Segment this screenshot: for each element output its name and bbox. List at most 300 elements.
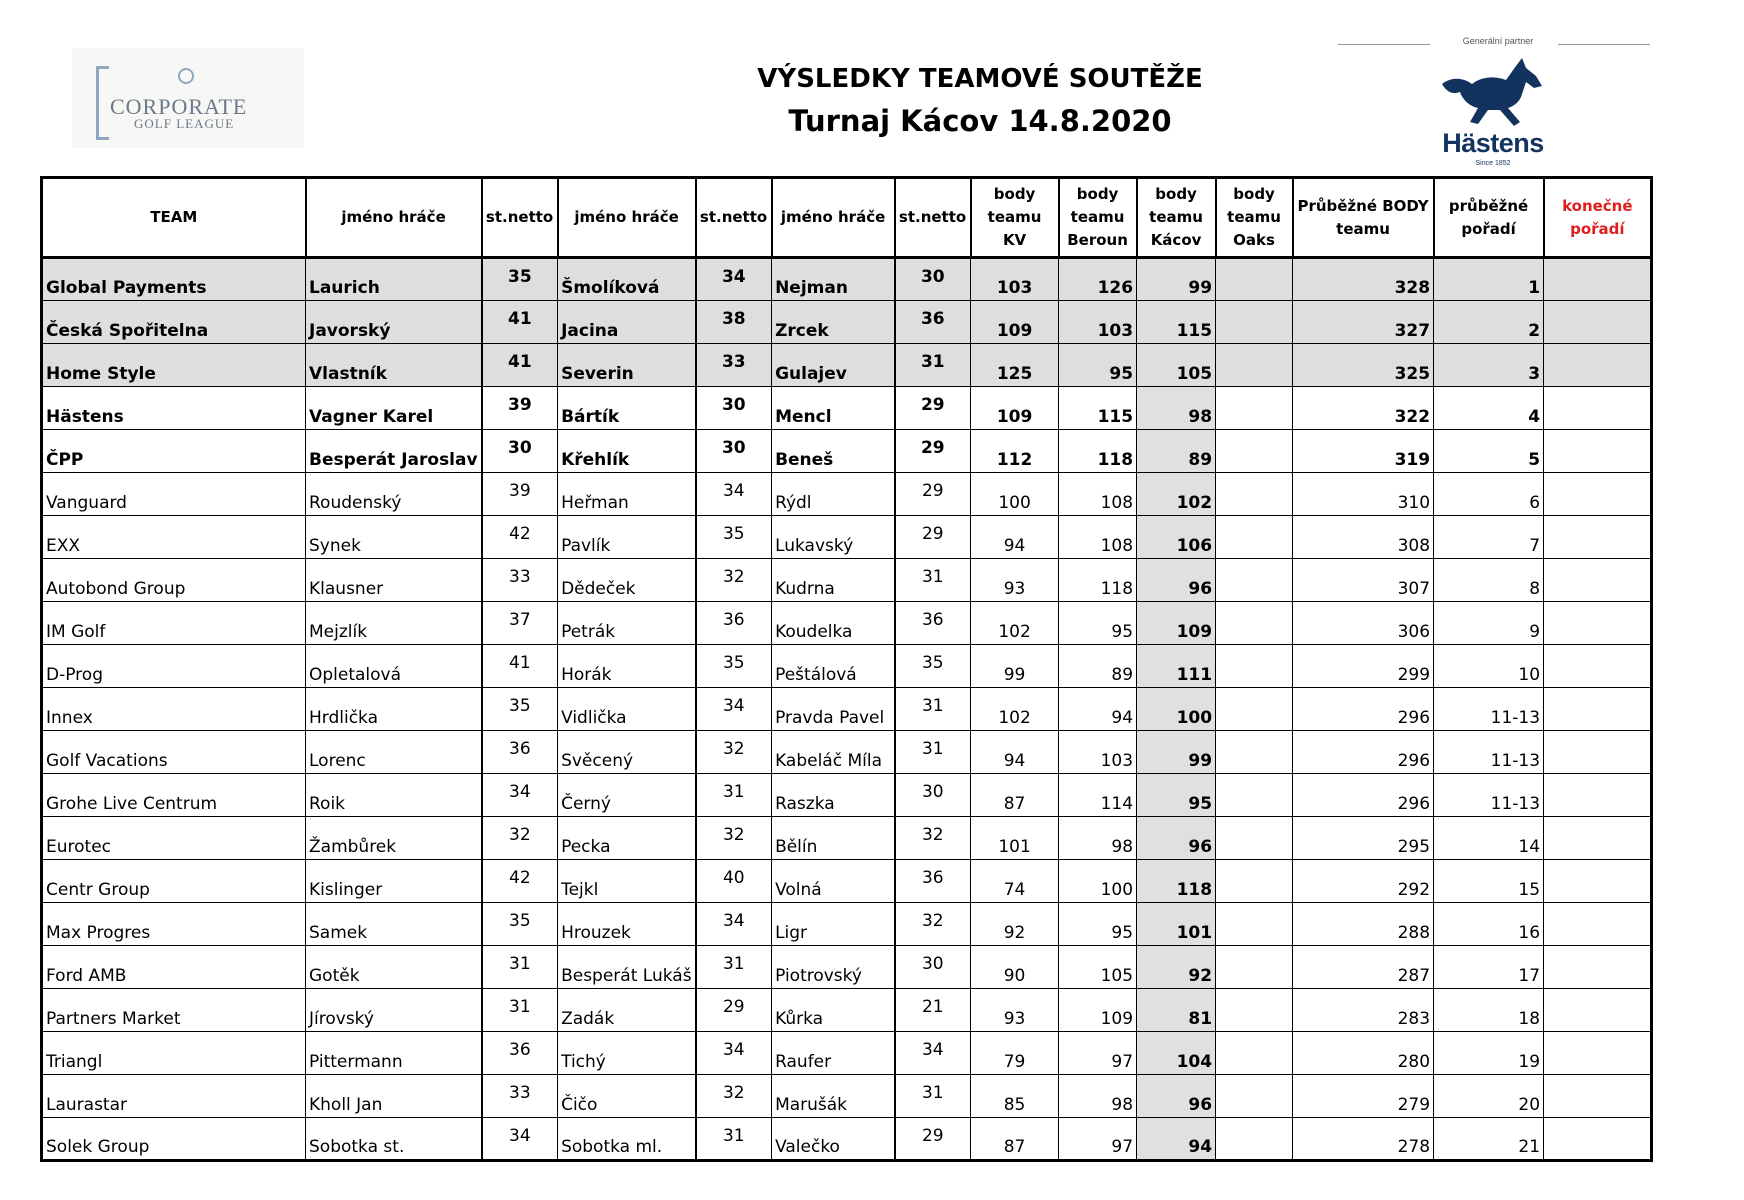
st-netto: 31 — [696, 946, 772, 989]
final-rank — [1544, 1118, 1652, 1161]
st-netto: 41 — [482, 645, 558, 688]
table-row — [42, 946, 1652, 989]
body-kv: 99 — [971, 645, 1059, 688]
body-kv: 102 — [971, 688, 1059, 731]
total-points: 308 — [1293, 516, 1434, 559]
current-rank: 11-13 — [1434, 731, 1544, 774]
player-name: Sobotka ml. — [558, 1118, 696, 1161]
team-name: Max Progres — [42, 903, 306, 946]
final-rank — [1544, 516, 1652, 559]
total-points: 288 — [1293, 903, 1434, 946]
st-netto: 33 — [482, 1075, 558, 1118]
player-name: Čičo — [558, 1075, 696, 1118]
final-rank — [1544, 301, 1652, 344]
body-kacov: 118 — [1137, 860, 1216, 903]
team-name: D-Prog — [42, 645, 306, 688]
body-beroun: 98 — [1059, 817, 1137, 860]
horse-icon — [1438, 54, 1548, 130]
table-row — [42, 1118, 1652, 1161]
golf-ball-icon — [178, 68, 194, 84]
player-name: Lorenc — [306, 731, 482, 774]
body-beroun: 108 — [1059, 473, 1137, 516]
player-name: Pecka — [558, 817, 696, 860]
body-beroun: 115 — [1059, 387, 1137, 430]
logo-text-golf-league: GOLF LEAGUE — [134, 116, 235, 131]
player-name: Petrák — [558, 602, 696, 645]
st-netto: 30 — [696, 430, 772, 473]
final-rank — [1544, 1075, 1652, 1118]
body-oaks — [1216, 774, 1293, 817]
body-kacov: 104 — [1137, 1032, 1216, 1075]
body-kv: 79 — [971, 1032, 1059, 1075]
body-kacov: 95 — [1137, 774, 1216, 817]
body-kv: 94 — [971, 731, 1059, 774]
table-row — [42, 688, 1652, 731]
final-rank — [1544, 817, 1652, 860]
page-subtitle: Turnaj Kácov 14.8.2020 — [788, 104, 1172, 138]
body-oaks — [1216, 860, 1293, 903]
player-name: Hrouzek — [558, 903, 696, 946]
body-beroun: 126 — [1059, 258, 1137, 301]
column-header: TEAM — [42, 178, 306, 258]
final-rank — [1544, 602, 1652, 645]
total-points: 280 — [1293, 1032, 1434, 1075]
team-name: Triangl — [42, 1032, 306, 1075]
partner-label: Generální partner — [1462, 36, 1534, 46]
final-rank — [1544, 258, 1652, 301]
st-netto: 35 — [482, 688, 558, 731]
final-rank — [1544, 344, 1652, 387]
player-name: Beneš — [772, 430, 895, 473]
total-points: 328 — [1293, 258, 1434, 301]
st-netto: 34 — [696, 903, 772, 946]
current-rank: 5 — [1434, 430, 1544, 473]
st-netto: 40 — [696, 860, 772, 903]
results-table — [40, 176, 1653, 1162]
current-rank: 11-13 — [1434, 774, 1544, 817]
current-rank: 19 — [1434, 1032, 1544, 1075]
total-points: 306 — [1293, 602, 1434, 645]
st-netto: 32 — [482, 817, 558, 860]
final-rank — [1544, 645, 1652, 688]
player-name: Kůrka — [772, 989, 895, 1032]
body-kv: 87 — [971, 774, 1059, 817]
player-name: Zadák — [558, 989, 696, 1032]
player-name: Černý — [558, 774, 696, 817]
st-netto: 29 — [696, 989, 772, 1032]
current-rank: 10 — [1434, 645, 1544, 688]
body-kacov: 94 — [1137, 1118, 1216, 1161]
player-name: Laurich — [306, 258, 482, 301]
player-name: Pittermann — [306, 1032, 482, 1075]
player-name: Vagner Karel — [306, 387, 482, 430]
st-netto: 34 — [696, 1032, 772, 1075]
st-netto: 31 — [482, 946, 558, 989]
player-name: Jacina — [558, 301, 696, 344]
player-name: Severin — [558, 344, 696, 387]
body-beroun: 118 — [1059, 559, 1137, 602]
body-beroun: 94 — [1059, 688, 1137, 731]
player-name: Volná — [772, 860, 895, 903]
body-oaks — [1216, 989, 1293, 1032]
st-netto: 31 — [895, 559, 971, 602]
st-netto: 38 — [696, 301, 772, 344]
header-row — [42, 178, 1652, 258]
table-row — [42, 344, 1652, 387]
st-netto: 30 — [696, 387, 772, 430]
body-oaks — [1216, 731, 1293, 774]
st-netto: 32 — [696, 1075, 772, 1118]
table-row — [42, 301, 1652, 344]
player-name: Samek — [306, 903, 482, 946]
st-netto: 33 — [482, 559, 558, 602]
team-name: Home Style — [42, 344, 306, 387]
player-name: Piotrovský — [772, 946, 895, 989]
final-rank — [1544, 1032, 1652, 1075]
table-body — [42, 258, 1652, 1161]
corporate-golf-league-logo — [72, 48, 304, 148]
final-rank — [1544, 473, 1652, 516]
body-oaks — [1216, 473, 1293, 516]
body-beroun: 118 — [1059, 430, 1137, 473]
st-netto: 32 — [696, 559, 772, 602]
body-kv: 102 — [971, 602, 1059, 645]
table-row — [42, 430, 1652, 473]
player-name: Mencl — [772, 387, 895, 430]
body-kacov: 109 — [1137, 602, 1216, 645]
st-netto: 31 — [696, 774, 772, 817]
final-rank — [1544, 731, 1652, 774]
st-netto: 35 — [482, 258, 558, 301]
table-row — [42, 774, 1652, 817]
team-name: Česká Spořitelna — [42, 301, 306, 344]
st-netto: 30 — [895, 946, 971, 989]
team-name: Centr Group — [42, 860, 306, 903]
st-netto: 31 — [482, 989, 558, 1032]
body-beroun: 95 — [1059, 903, 1137, 946]
player-name: Kislinger — [306, 860, 482, 903]
team-name: Innex — [42, 688, 306, 731]
player-name: Koudelka — [772, 602, 895, 645]
team-name: Partners Market — [42, 989, 306, 1032]
body-kv: 101 — [971, 817, 1059, 860]
body-oaks — [1216, 903, 1293, 946]
final-rank — [1544, 387, 1652, 430]
body-kacov: 81 — [1137, 989, 1216, 1032]
player-name: Dědeček — [558, 559, 696, 602]
current-rank: 1 — [1434, 258, 1544, 301]
total-points: 310 — [1293, 473, 1434, 516]
st-netto: 31 — [895, 731, 971, 774]
body-kv: 93 — [971, 989, 1059, 1032]
column-header: jméno hráče — [306, 178, 482, 258]
player-name: Raufer — [772, 1032, 895, 1075]
current-rank: 9 — [1434, 602, 1544, 645]
partner-brand: Hästens — [1442, 128, 1544, 158]
column-header: st.netto — [895, 178, 971, 258]
table-row — [42, 602, 1652, 645]
st-netto: 30 — [895, 774, 971, 817]
body-kacov: 96 — [1137, 1075, 1216, 1118]
st-netto: 34 — [482, 774, 558, 817]
st-netto: 29 — [895, 430, 971, 473]
body-oaks — [1216, 301, 1293, 344]
body-kacov: 96 — [1137, 817, 1216, 860]
player-name: Svěcený — [558, 731, 696, 774]
player-name: Roudenský — [306, 473, 482, 516]
current-rank: 15 — [1434, 860, 1544, 903]
total-points: 322 — [1293, 387, 1434, 430]
body-kacov: 106 — [1137, 516, 1216, 559]
body-kv: 90 — [971, 946, 1059, 989]
body-oaks — [1216, 430, 1293, 473]
st-netto: 41 — [482, 301, 558, 344]
team-name: Eurotec — [42, 817, 306, 860]
total-points: 292 — [1293, 860, 1434, 903]
body-kacov: 101 — [1137, 903, 1216, 946]
body-kv: 92 — [971, 903, 1059, 946]
body-oaks — [1216, 559, 1293, 602]
table-row — [42, 860, 1652, 903]
divider-left — [1338, 44, 1430, 45]
st-netto: 35 — [696, 516, 772, 559]
team-name: Grohe Live Centrum — [42, 774, 306, 817]
body-kv: 94 — [971, 516, 1059, 559]
player-name: Vlastník — [306, 344, 482, 387]
table-row — [42, 1032, 1652, 1075]
team-name: Vanguard — [42, 473, 306, 516]
player-name: Valečko — [772, 1118, 895, 1161]
player-name: Žambůrek — [306, 817, 482, 860]
st-netto: 37 — [482, 602, 558, 645]
player-name: Rýdl — [772, 473, 895, 516]
body-kacov: 111 — [1137, 645, 1216, 688]
player-name: Hrdlička — [306, 688, 482, 731]
st-netto: 30 — [895, 258, 971, 301]
st-netto: 36 — [696, 602, 772, 645]
table-row — [42, 645, 1652, 688]
body-beroun: 105 — [1059, 946, 1137, 989]
st-netto: 32 — [895, 903, 971, 946]
team-name: Laurastar — [42, 1075, 306, 1118]
st-netto: 39 — [482, 473, 558, 516]
final-rank — [1544, 989, 1652, 1032]
final-rank — [1544, 946, 1652, 989]
body-oaks — [1216, 1118, 1293, 1161]
st-netto: 29 — [895, 516, 971, 559]
player-name: Horák — [558, 645, 696, 688]
st-netto: 32 — [895, 817, 971, 860]
final-rank — [1544, 903, 1652, 946]
st-netto: 35 — [895, 645, 971, 688]
player-name: Peštálová — [772, 645, 895, 688]
total-points: 295 — [1293, 817, 1434, 860]
st-netto: 34 — [696, 258, 772, 301]
column-header: body teamu Oaks — [1216, 178, 1293, 258]
body-beroun: 89 — [1059, 645, 1137, 688]
player-name: Šmolíková — [558, 258, 696, 301]
body-beroun: 103 — [1059, 301, 1137, 344]
current-rank: 18 — [1434, 989, 1544, 1032]
player-name: Jírovský — [306, 989, 482, 1032]
body-kacov: 92 — [1137, 946, 1216, 989]
body-beroun: 95 — [1059, 344, 1137, 387]
player-name: Javorský — [306, 301, 482, 344]
player-name: Zrcek — [772, 301, 895, 344]
st-netto: 35 — [482, 903, 558, 946]
st-netto: 29 — [895, 387, 971, 430]
body-oaks — [1216, 817, 1293, 860]
body-oaks — [1216, 258, 1293, 301]
table-row — [42, 473, 1652, 516]
body-kacov: 100 — [1137, 688, 1216, 731]
player-name: Bártík — [558, 387, 696, 430]
st-netto: 29 — [895, 1118, 971, 1161]
team-name: EXX — [42, 516, 306, 559]
st-netto: 21 — [895, 989, 971, 1032]
team-name: Golf Vacations — [42, 731, 306, 774]
player-name: Mejzlík — [306, 602, 482, 645]
body-kacov: 115 — [1137, 301, 1216, 344]
body-kacov: 102 — [1137, 473, 1216, 516]
player-name: Gotěk — [306, 946, 482, 989]
team-name: Hästens — [42, 387, 306, 430]
body-oaks — [1216, 516, 1293, 559]
st-netto: 36 — [482, 1032, 558, 1075]
st-netto: 41 — [482, 344, 558, 387]
table-row — [42, 516, 1652, 559]
table-row — [42, 817, 1652, 860]
body-beroun: 97 — [1059, 1118, 1137, 1161]
column-header: body teamu Kácov — [1137, 178, 1216, 258]
table-row — [42, 989, 1652, 1032]
st-netto: 30 — [482, 430, 558, 473]
st-netto: 32 — [696, 817, 772, 860]
final-rank — [1544, 774, 1652, 817]
total-points: 299 — [1293, 645, 1434, 688]
st-netto: 34 — [482, 1118, 558, 1161]
current-rank: 11-13 — [1434, 688, 1544, 731]
st-netto: 34 — [696, 688, 772, 731]
total-points: 325 — [1293, 344, 1434, 387]
current-rank: 21 — [1434, 1118, 1544, 1161]
final-rank — [1544, 430, 1652, 473]
partner-since: Since 1852 — [1475, 160, 1511, 167]
column-header: průběžné pořadí — [1434, 178, 1544, 258]
team-name: Autobond Group — [42, 559, 306, 602]
player-name: Lukavský — [772, 516, 895, 559]
team-name: IM Golf — [42, 602, 306, 645]
st-netto: 34 — [895, 1032, 971, 1075]
table-row — [42, 903, 1652, 946]
player-name: Kudrna — [772, 559, 895, 602]
body-kv: 100 — [971, 473, 1059, 516]
player-name: Synek — [306, 516, 482, 559]
body-beroun: 95 — [1059, 602, 1137, 645]
body-kv: 74 — [971, 860, 1059, 903]
final-rank — [1544, 688, 1652, 731]
team-name: Ford AMB — [42, 946, 306, 989]
final-rank — [1544, 559, 1652, 602]
current-rank: 17 — [1434, 946, 1544, 989]
body-oaks — [1216, 946, 1293, 989]
body-oaks — [1216, 387, 1293, 430]
column-header: st.netto — [482, 178, 558, 258]
total-points: 296 — [1293, 731, 1434, 774]
body-kv: 93 — [971, 559, 1059, 602]
player-name: Besperát Lukáš — [558, 946, 696, 989]
player-name: Pavlík — [558, 516, 696, 559]
st-netto: 31 — [696, 1118, 772, 1161]
team-name: Global Payments — [42, 258, 306, 301]
body-kv: 109 — [971, 387, 1059, 430]
player-name: Křehlík — [558, 430, 696, 473]
total-points: 327 — [1293, 301, 1434, 344]
player-name: Besperát Jaroslav — [306, 430, 482, 473]
logo-bracket-icon — [96, 66, 109, 140]
player-name: Opletalová — [306, 645, 482, 688]
player-name: Nejman — [772, 258, 895, 301]
body-kv: 125 — [971, 344, 1059, 387]
divider-right — [1558, 44, 1650, 45]
player-name: Sobotka st. — [306, 1118, 482, 1161]
total-points: 287 — [1293, 946, 1434, 989]
current-rank: 8 — [1434, 559, 1544, 602]
player-name: Raszka — [772, 774, 895, 817]
table-row — [42, 387, 1652, 430]
st-netto: 32 — [696, 731, 772, 774]
total-points: 319 — [1293, 430, 1434, 473]
body-oaks — [1216, 688, 1293, 731]
body-kacov: 98 — [1137, 387, 1216, 430]
total-points: 307 — [1293, 559, 1434, 602]
team-name: Solek Group — [42, 1118, 306, 1161]
body-kacov: 96 — [1137, 559, 1216, 602]
general-partner-logo — [1338, 30, 1656, 170]
st-netto: 31 — [895, 688, 971, 731]
column-header: jméno hráče — [772, 178, 895, 258]
body-kv: 85 — [971, 1075, 1059, 1118]
current-rank: 7 — [1434, 516, 1544, 559]
st-netto: 35 — [696, 645, 772, 688]
total-points: 279 — [1293, 1075, 1434, 1118]
player-name: Marušák — [772, 1075, 895, 1118]
total-points: 296 — [1293, 688, 1434, 731]
table-row — [42, 559, 1652, 602]
body-beroun: 98 — [1059, 1075, 1137, 1118]
body-oaks — [1216, 344, 1293, 387]
page-title: VÝSLEDKY TEAMOVÉ SOUTĚŽE — [757, 64, 1203, 94]
current-rank: 3 — [1434, 344, 1544, 387]
player-name: Kabeláč Míla — [772, 731, 895, 774]
column-header: jméno hráče — [558, 178, 696, 258]
table-row — [42, 731, 1652, 774]
current-rank: 20 — [1434, 1075, 1544, 1118]
player-name: Tichý — [558, 1032, 696, 1075]
body-oaks — [1216, 602, 1293, 645]
body-kacov: 99 — [1137, 258, 1216, 301]
st-netto: 33 — [696, 344, 772, 387]
body-kv: 87 — [971, 1118, 1059, 1161]
body-beroun: 108 — [1059, 516, 1137, 559]
st-netto: 36 — [895, 602, 971, 645]
table-row — [42, 1075, 1652, 1118]
body-beroun: 109 — [1059, 989, 1137, 1032]
st-netto: 42 — [482, 516, 558, 559]
st-netto: 29 — [895, 473, 971, 516]
body-beroun: 103 — [1059, 731, 1137, 774]
current-rank: 16 — [1434, 903, 1544, 946]
